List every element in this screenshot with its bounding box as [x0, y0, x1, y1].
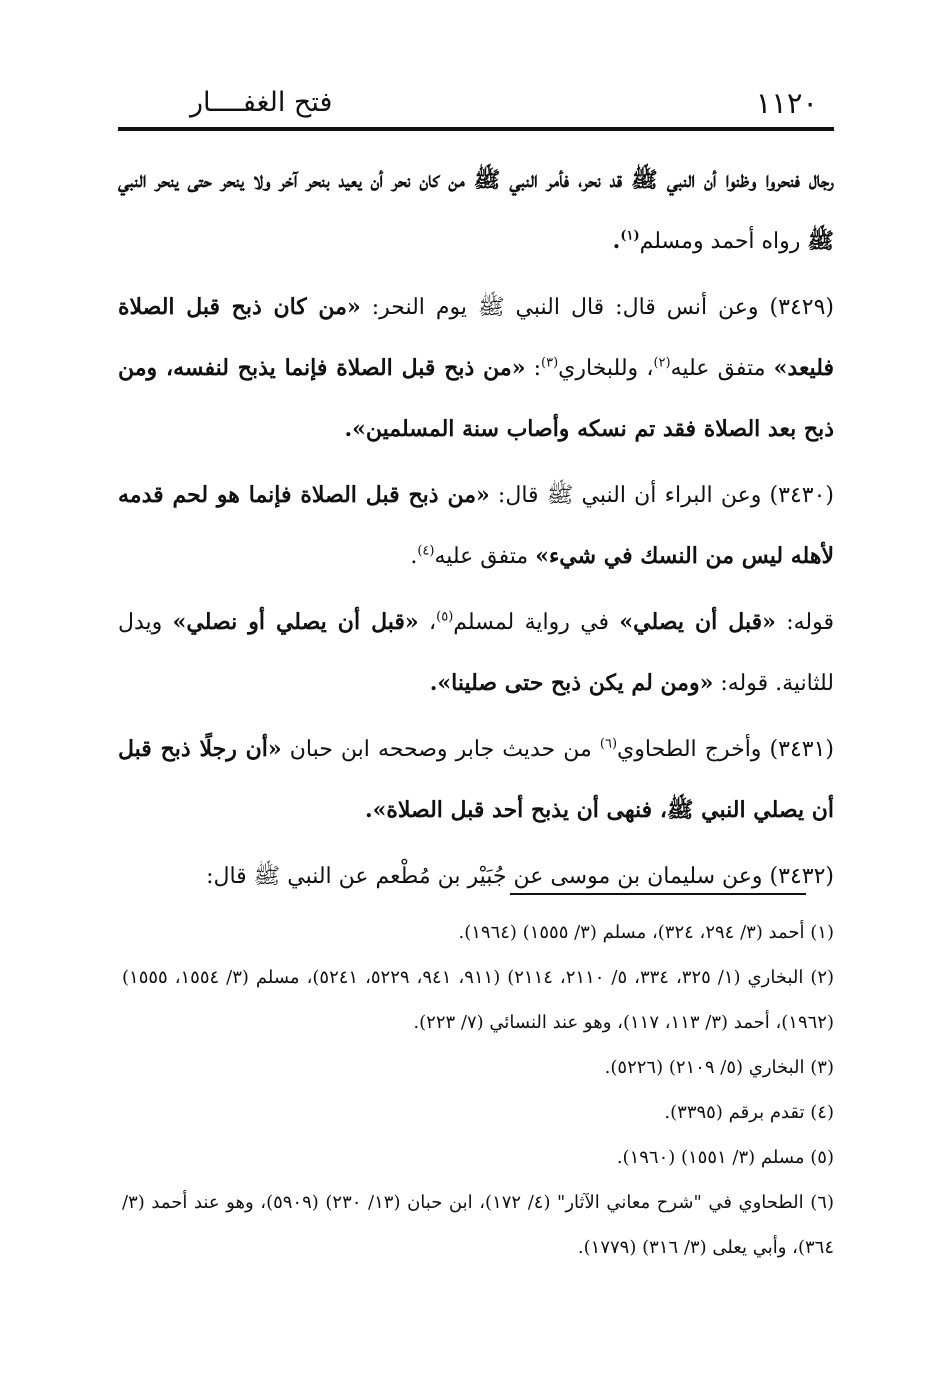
- footnote-1: (١) أحمد (٣/ ٢٩٤، ٣٢٤)، مسلم (٣/ ١٥٥٥) (١٩٦٤).: [458, 922, 834, 943]
- main-text: [118, 150, 834, 907]
- hadith-number: (٣٤٣٢): [769, 864, 834, 889]
- footnote-ref: (٦): [599, 736, 618, 752]
- quoted-phrase: «ومن لم يكن ذبح حتى صلينا».: [429, 670, 714, 696]
- hadith-quote: «من ذبح قبل الصلاة فإنما يذبح لنفسه، ومن ذبح بعد الصلاة فقد تم نسكه وأصاب سنة المسلمين».: [118, 355, 834, 442]
- hadith-3429: (٣٤٢٩) وعن أنس قال: قال النبي ﷺ يوم النحر: «من كان ذبح قبل الصلاة فليعد» متفق عليه$^{(٢)}$، وللبخاري$^{(٣)}$: «من ذبح قبل الصلاة فإنما يذبح لنفسه، ومن ذبح بعد الصلاة فقد تم نسكه وأصاب سنة المسلمين».: [118, 294, 834, 442]
- hadith-quote: «أن رجلًا ذبح قبل أن يصلي النبي ﷺ، فنهى أن يذبح أحد قبل الصلاة».: [118, 736, 834, 823]
- hadith-quote: «من ذبح قبل الصلاة فإنما هو لحم قدمه لأهله ليس من النسك في شيء»: [118, 482, 834, 569]
- footnote-6: (٦) الطحاوي في "شرح معاني الآثار" (٤/ ١٧٢)، ابن حبان (١٣/ ٢٣٠) (٥٩٠٩)، وهو عند أحمد (٣/ ٣٦٤)، وأبي يعلى (٣/ ٣١٦) (١٧٧٩).: [122, 1192, 834, 1258]
- footnote-3: (٣) البخاري (٥/ ٢١٠٩) (٥٢٢٦).: [604, 1057, 834, 1078]
- footnote-ref: (١): [620, 228, 640, 244]
- page-number: ١١٢٠: [755, 86, 818, 120]
- hadith-3432: (٣٤٣٢) وعن سليمان بن موسى عن جُبَيْر بن مُطْعم عن النبي ﷺ قال:: [206, 864, 834, 889]
- hadith-3430: (٣٤٣٠) وعن البراء أن النبي ﷺ قال: «من ذبح قبل الصلاة فإنما هو لحم قدمه لأهله ليس من النسك في شيء» متفق عليه$^{(٤)}$.: [118, 482, 834, 569]
- footnote-ref: (٥): [436, 609, 454, 625]
- footnote-4: (٤) تقدم برقم (٣٣٩٥).: [664, 1102, 834, 1123]
- hadith-quote: «من كان ذبح قبل الصلاة فليعد»: [118, 294, 834, 381]
- footnotes: [122, 910, 834, 1270]
- paragraph-continuation: رجال فنحروا وظنوا أن النبي ﷺ قد نحر، فأمر النبي ﷺ من كان نحر أن يعيد بنحر آخر ولا ينحر حتى ينحر النبي ﷺ رواه أحمد ومسلم$^{(١)}$.: [118, 167, 834, 254]
- hadith-number: (٣٤٢٩): [769, 295, 834, 320]
- hadith-number: (٣٤٣٠): [769, 483, 834, 508]
- commentary-paragraph: قوله: «قبل أن يصلي» في رواية لمسلم$^{(٥)}$، «قبل أن يصلي أو نصلي» ويدل للثانية. قوله: «ومن لم يكن ذبح حتى صلينا».: [118, 609, 834, 696]
- footnote-ref: (٢): [653, 355, 671, 371]
- footnote-ref: (٣): [541, 355, 559, 371]
- quoted-phrase: «قبل أن يصلي»: [619, 609, 776, 635]
- footnote-rule: [510, 893, 806, 895]
- quoted-phrase: «قبل أن يصلي أو نصلي»: [172, 609, 419, 635]
- hadith-3431: (٣٤٣١) وأخرج الطحاوي$^{(٦)}$ من حديث جابر وصححه ابن حبان «أن رجلًا ذبح قبل أن يصلي النبي ﷺ، فنهى أن يذبح أحد قبل الصلاة».: [118, 736, 834, 823]
- page-header: [118, 86, 834, 126]
- hadith-number: (٣٤٣١): [769, 737, 834, 762]
- footnote-5: (٥) مسلم (٣/ ١٥٥١) (١٩٦٠).: [616, 1147, 834, 1168]
- header-rule: [118, 127, 834, 131]
- footnote-ref: (٤): [417, 543, 435, 559]
- running-title: فتح الغفــــار: [190, 87, 333, 118]
- footnote-2: (٢) البخاري (١/ ٣٢٥، ٣٣٤، ٥/ ٢١١٠، ٢١١٤) (٩١١، ٩٤١، ٥٢٢٩، ٥٢٤١)، مسلم (٣/ ١٥٥٤، ١٥٥٥) (١٩٦٢)، أحمد (٣/ ١١٣، ١١٧)، وهو عند النسائي (٧/ ٢٢٣).: [122, 967, 835, 1033]
